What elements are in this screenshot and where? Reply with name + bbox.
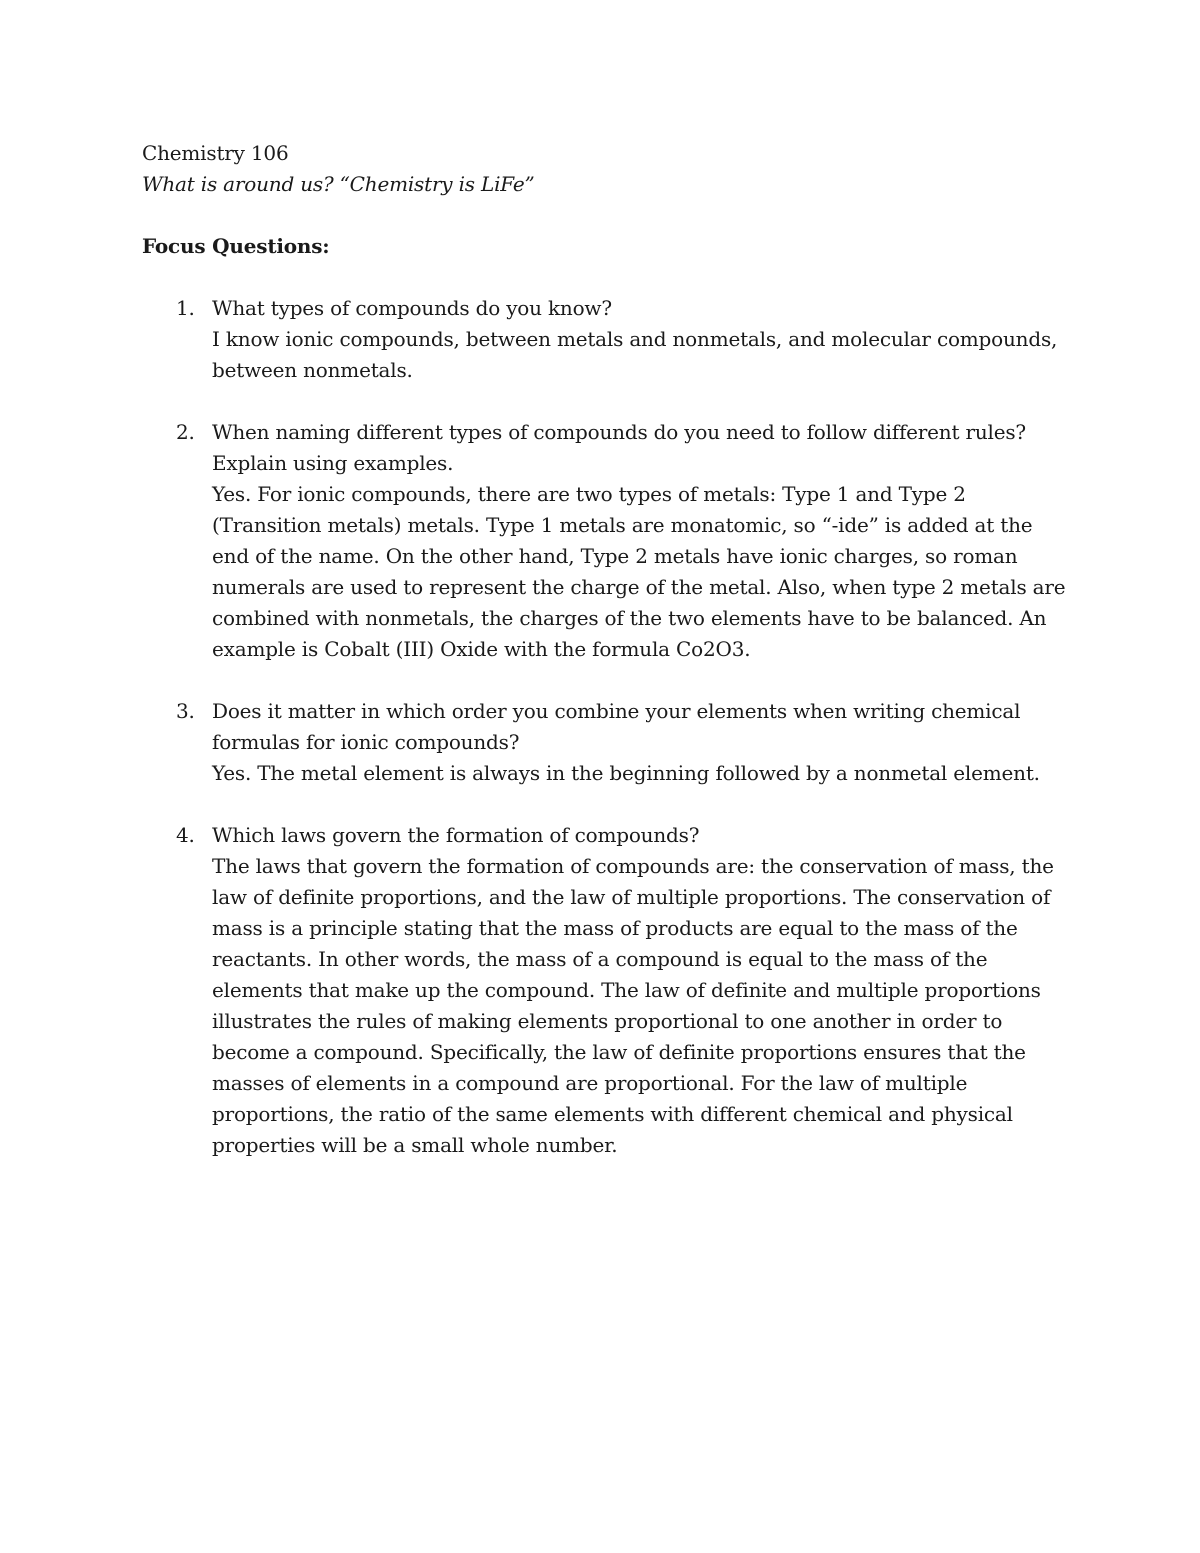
answer-text: The laws that govern the formation of compounds are: the conservation of mass, the law of definite proportions, and the law of multiple proportions. The conservation of mass is a principle stating that the mass of products are equal to the mass of the reactants. In other words, the mass of a compound is equal to the mass of the elements that make up the compound. The law of definite and multiple proportions illustrates the rules of making elements proportional to one another in order to become a compound. Specifically, the law of definite proportions ensures that the masses of elements in a compound are proportional. For the law of multiple proportions, the ratio of the same elements with different chemical and physical properties will be a small whole number. xyxy=(212,854,1054,1157)
document-subtitle: What is around us? “Chemistry is LiFe” xyxy=(142,172,535,196)
question-item xyxy=(142,417,1072,665)
question-text: What types of compounds do you know? xyxy=(212,296,612,320)
question-text: Which laws govern the formation of compounds? xyxy=(212,823,700,847)
question-item xyxy=(142,696,1072,789)
answer-text: I know ionic compounds, between metals and nonmetals, and molecular compounds, between nonmetals. xyxy=(212,327,1058,382)
question-number: 2. xyxy=(176,420,195,444)
question-number: 3. xyxy=(176,699,195,723)
answer-text: Yes. The metal element is always in the beginning followed by a nonmetal element. xyxy=(212,761,1040,785)
question-number: 1. xyxy=(176,296,195,320)
answer-text: Yes. For ionic compounds, there are two types of metals: Type 1 and Type 2 (Transition metals) metals. Type 1 metals are monatomic, so “-ide” is added at the end of the name. On the other hand, Type 2 metals have ionic charges, so roman numerals are used to represent the charge of the metal. Also, when type 2 metals are combined with nonmetals, the charges of the two elements have to be balanced. An example is Cobalt (III) Oxide with the formula Co2O3. xyxy=(212,482,1066,661)
question-list xyxy=(142,293,1072,1161)
document-page xyxy=(142,138,1072,1192)
question-item xyxy=(142,293,1072,386)
question-text: Does it matter in which order you combine your elements when writing chemical formulas for ionic compounds? xyxy=(212,699,1021,754)
section-heading: Focus Questions: xyxy=(142,234,330,258)
course-title: Chemistry 106 xyxy=(142,141,289,165)
question-number: 4. xyxy=(176,823,195,847)
question-item xyxy=(142,820,1072,1161)
question-text: When naming different types of compounds do you need to follow different rules? Explain using examples. xyxy=(212,420,1026,475)
